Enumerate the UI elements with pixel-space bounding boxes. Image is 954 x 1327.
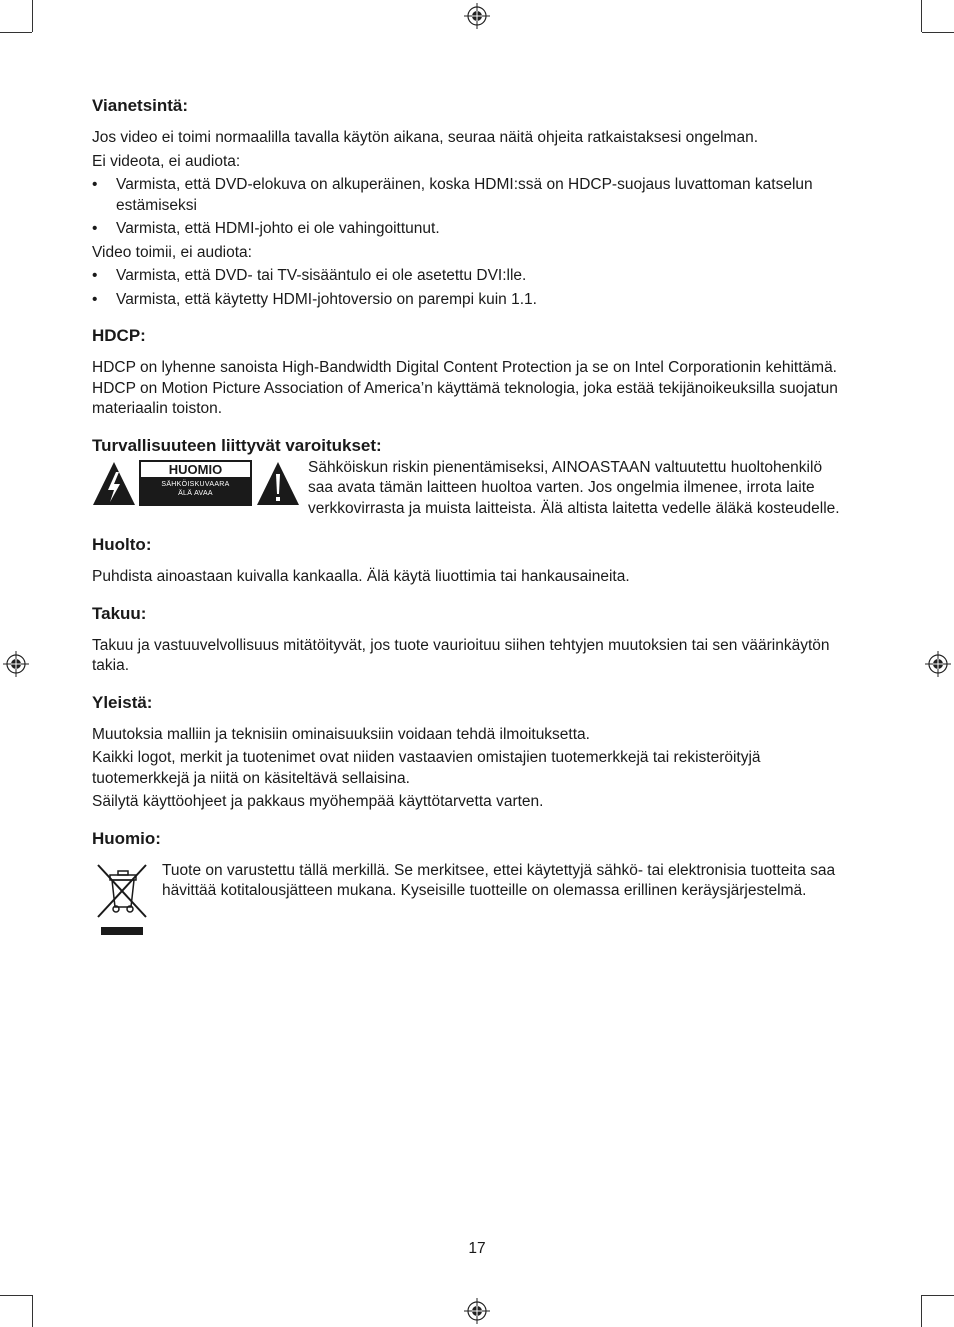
paragraph: Jos video ei toimi normaalilla tavalla käytön aikana, seuraa näitä ohjeita ratkaistaksesi ongelman. — [92, 129, 759, 146]
section-title: Huolto: — [92, 535, 152, 554]
registration-mark-icon — [464, 3, 490, 29]
crop-mark — [0, 1295, 32, 1296]
crop-mark — [922, 1295, 954, 1296]
bullet-list — [92, 175, 842, 240]
crop-mark — [922, 32, 954, 33]
warning-label — [92, 460, 304, 512]
caution-line: SÄHKÖISKUVAARA — [161, 480, 230, 488]
paragraph: Kaikki logot, merkit ja tuotenimet ovat niiden vastaavien omistajien tuotemerkkejä tai rekisteröityjä tuotemerkkejä ja niitä on käsiteltävä sellaisina. — [92, 749, 761, 787]
troubleshooting-section — [92, 94, 842, 310]
lightning-warning-icon — [92, 460, 136, 506]
crop-mark — [921, 0, 922, 32]
bullet-list — [92, 266, 842, 310]
list-item: • Varmista, että DVD- tai TV-sisääntulo ei ole asetettu DVI:lle. — [92, 266, 842, 287]
paragraph: Ei videota, ei audiota: — [92, 152, 241, 170]
section-title: Turvallisuuteen liittyvät varoitukset: — [92, 435, 382, 455]
paragraph: Muutoksia malliin ja teknisiin ominaisuuksiin voidaan tehdä ilmoituksetta. — [92, 725, 590, 743]
paragraph: Takuu ja vastuuvelvollisuus mitätöityvät, jos tuote vaurioituu siihen tehtyjen muutoksien tai sen väärinkäytön takia. — [92, 636, 830, 674]
crossed-bin-icon — [94, 861, 150, 941]
paragraph: Tuote on varustettu tällä merkillä. Se merkitsee, ettei käytettyjä sähkö- tai elektronisia tuotteita saa hävittää kotitalousjätteen mukana. Kyseisille tuotteille on olemassa erillinen keräysjärjestelmä. — [162, 861, 836, 899]
notice-section — [92, 827, 842, 941]
list-item: • Varmista, että HDMI-johto ei ole vahingoittunut. — [92, 219, 842, 240]
crop-mark — [0, 32, 32, 33]
crop-mark — [32, 0, 33, 32]
registration-mark-icon — [3, 651, 29, 677]
paragraph: Säilytä käyttöohjeet ja pakkaus myöhempää käyttötarvetta varten. — [92, 793, 544, 810]
section-title: HDCP: — [92, 326, 146, 345]
exclamation-warning-icon — [256, 460, 300, 506]
list-item: • Varmista, että käytetty HDMI-johtoversio on parempi kuin 1.1. — [92, 290, 842, 311]
section-title: Huomio: — [92, 828, 161, 848]
page-content — [92, 94, 842, 955]
general-section — [92, 691, 842, 813]
crop-mark — [921, 1295, 922, 1327]
hdcp-section — [92, 324, 842, 420]
caution-line: ÄLÄ AVAA — [178, 489, 213, 497]
section-title: Yleistä: — [92, 692, 153, 712]
crop-mark — [32, 1295, 33, 1327]
paragraph: Puhdista ainoastaan kuivalla kankaalla. Älä käytä liuottimia tai hankausaineita. — [92, 568, 630, 585]
list-item: • Varmista, että DVD-elokuva on alkuperäinen, koska HDMI:ssä on HDCP-suojaus luvattoman katselun estämiseksi — [92, 175, 842, 216]
caution-title: HUOMIO — [141, 462, 250, 477]
maintenance-section — [92, 533, 842, 588]
caution-box — [139, 460, 252, 506]
section-title: Takuu: — [92, 603, 147, 623]
registration-mark-icon — [464, 1298, 490, 1324]
safety-warning — [92, 458, 842, 520]
paragraph: Video toimii, ei audiota: — [92, 243, 252, 261]
safety-section — [92, 434, 842, 520]
paragraph: Sähköiskun riskin pienentämiseksi, AINOASTAAN valtuutettu huoltohenkilö saa avata tämän laitteen huoltoa varten. Jos ongelmia ilmenee, irrota laite verkkovirrasta ja muista laitteista. Älä altista laitetta vedelle äläkä kosteudelle. — [308, 458, 840, 517]
page-number: 17 — [468, 1240, 486, 1257]
section-title: Vianetsintä: — [92, 96, 189, 115]
registration-mark-icon — [925, 651, 951, 677]
paragraph: HDCP on lyhenne sanoista High-Bandwidth Digital Content Protection ja se on Intel Corporationin kehittämä. HDCP on Motion Picture Association of America’n käyttämä teknologia, joka estää tekijänoikeuksilla suojatun materiaalin toiston. — [92, 359, 838, 417]
warranty-section — [92, 602, 842, 677]
